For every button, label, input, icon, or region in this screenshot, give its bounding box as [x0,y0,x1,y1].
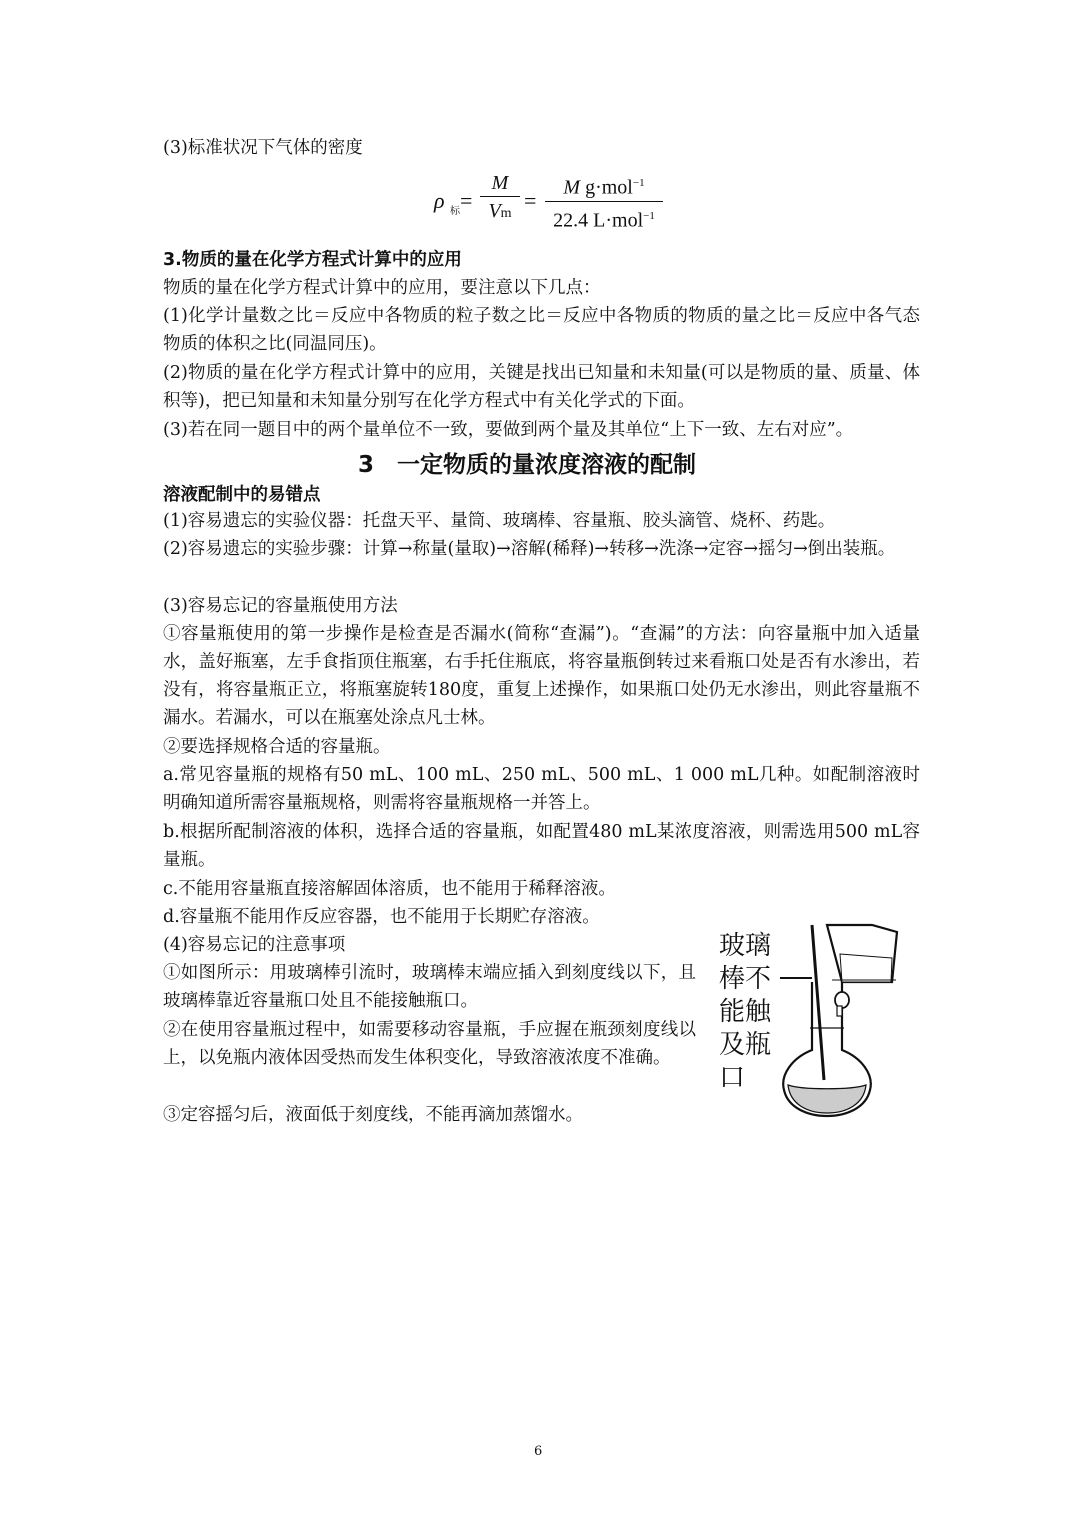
equals-sign-1: = [460,188,473,213]
errors-point-3-item-1: ①容量瓶使用的第一步操作是检查是否漏水(简称“查漏”)。“查漏”的方法：向容量瓶中加入适量水，盖好瓶塞，左手食指顶住瓶塞，右手托住瓶底，将容量瓶倒转过来看瓶口处是否有水渗出，若没有，将容量瓶正立，将瓶塞旋转180度，重复上述操作，如果瓶口处仍无水渗出，则此容量瓶不漏水。若漏水，可以在瓶塞处涂点凡士林。 [163,624,920,728]
molar-mass-numerator: M [563,176,581,199]
molar-mass-symbol: M [491,172,509,194]
section-3-point-3: (3)若在同一题目中的两个量单位不一致，要做到两个量及其单位“上下一致、左右对应”。 [163,420,854,440]
denominator-value: 22.4 L·mol [553,209,644,232]
rho-subscript: 标 [450,206,460,217]
fraction-m-over-vm [479,170,521,228]
fraction-units [544,170,664,234]
density-formula [432,170,662,236]
errors-point-4-item-2: ②在使用容量瓶过程中，如需要移动容量瓶，手应握在瓶颈刻度线以上，以免瓶内液体因受热而发生体积变化，导致溶液浓度不准确。 [163,1020,696,1068]
molar-volume-subscript: m [500,206,512,221]
errors-point-4-item-1: ①如图所示：用玻璃棒引流时，玻璃棒末端应插入到刻度线以下，且玻璃棒靠近容量瓶口处且不能接触瓶口。 [163,963,696,1011]
chapter-title: 3 一定物质的量浓度溶液的配制 [358,452,697,478]
errors-point-3-item-a: a.常见容量瓶的规格有50 mL、100 mL、250 mL、500 mL、1 000 mL几种。如配制溶液时明确知道所需容量瓶规格，则需将容量瓶规格一并答上。 [163,765,920,813]
density-heading: (3)标准状况下气体的密度 [163,138,363,158]
volumetric-flask-figure [712,920,922,1120]
errors-point-3-title: (3)容易忘记的容量瓶使用方法 [163,596,398,616]
denominator-exponent: −1 [643,209,655,222]
figure-caption: 玻璃棒不能触及瓶口 [719,931,772,1093]
rho-symbol: ρ [434,188,445,213]
numerator-exponent: −1 [632,177,645,189]
errors-point-3-item-b: b.根据所配制溶液的体积，选择合适的容量瓶，如配置480 mL某浓度溶液，则需选用500 mL容量瓶。 [163,822,920,870]
errors-point-3-item-2: ②要选择规格合适的容量瓶。 [163,737,391,757]
errors-point-1: (1)容易遗忘的实验仪器：托盘天平、量筒、玻璃棒、容量瓶、胶头滴管、烧杯、药匙。 [163,511,836,531]
section-3-point-2: (2)物质的量在化学方程式计算中的应用，关键是找出已知量和未知量(可以是物质的量、质量、体积等)，把已知量和未知量分别写在化学方程式中有关化学式的下面。 [163,363,920,411]
page-number: 6 [534,1444,543,1459]
errors-title: 溶液配制中的易错点 [163,485,321,505]
beaker-liquid [840,954,892,982]
section-3-point-1: (1)化学计量数之比＝反应中各物质的粒子数之比＝反应中各物质的物质的量之比＝反应中各气态物质的体积之比(同温同压)。 [163,306,920,354]
section-3-intro: 物质的量在化学方程式计算中的应用，要注意以下几点： [163,278,601,298]
equals-sign-2: = [524,188,537,213]
errors-point-2: (2)容易遗忘的实验步骤：计算→称量(量取)→溶解(稀释)→转移→洗涤→定容→摇匀→倒出装瓶。 [163,539,896,559]
molar-volume-symbol: V [488,200,501,222]
errors-point-3-item-c: c.不能用容量瓶直接溶解固体溶质，也不能用于稀释溶液。 [163,879,616,899]
numerator-unit: g·mol [580,176,633,199]
section-3-title: 3.物质的量在化学方程式计算中的应用 [163,250,462,270]
errors-point-3-item-d: d.容量瓶不能用作反应容器，也不能用于长期贮存溶液。 [163,907,600,927]
glass-rod [812,925,824,1080]
errors-point-4-item-3: ③定容摇匀后，液面低于刻度线，不能再滴加蒸馏水。 [163,1105,583,1125]
errors-point-4-title: (4)容易忘记的注意事项 [163,935,346,955]
